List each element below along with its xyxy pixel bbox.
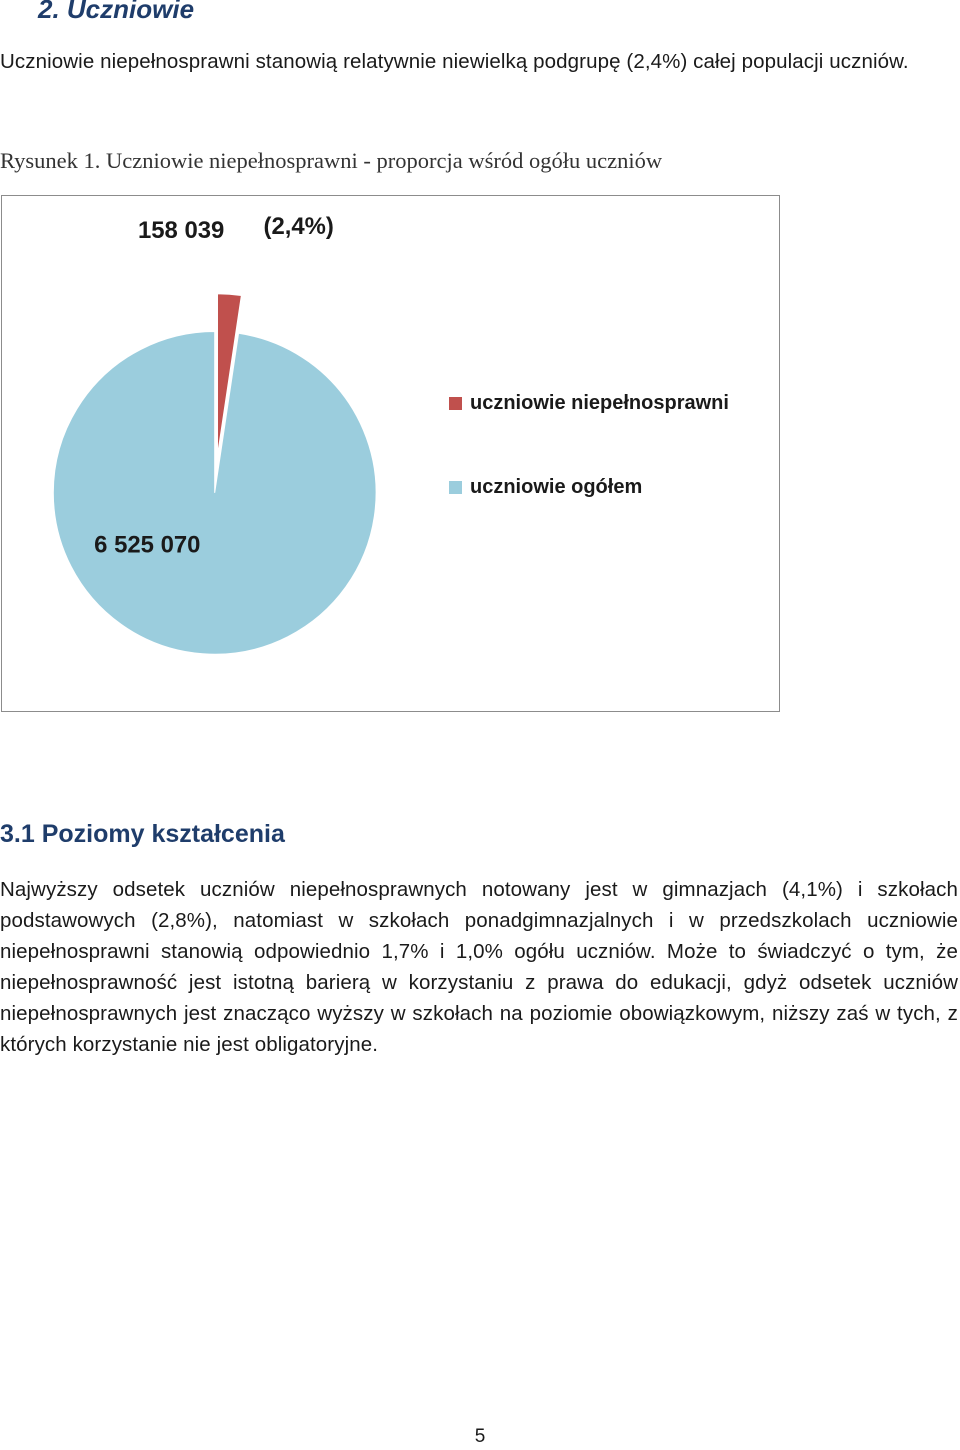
pie-slice-total — [53, 331, 376, 654]
pie-chart — [1, 195, 780, 712]
legend-item-disabled — [449, 392, 729, 415]
slice-label-disabled-value: 158 039 — [137, 216, 225, 244]
subsection-paragraph: Najwyższy odsetek uczniów niepełnosprawnych notowany jest w gimnazjach (4,1%) i szkołach podstawowych (2,8%), natomiast w szkołach ponadgimnazjalnych i w przedszkolach uczniowie niepełnosprawni stanowią odpowiednio 1,7% i 1,0% ogółu uczniów. Może to świadczyć o tym, że niepełnosprawność jest istotną barierą w korzystaniu z prawa do edukacji, gdyż odsetek uczniów niepełnosprawnych jest znacząco wyższy w szkołach na poziomie obowiązkowym, niższy zaś w tych, z których korzystanie nie jest obligatoryjne. — [0, 878, 958, 1056]
slice-label-disabled-percent: (2,4%) — [263, 212, 334, 240]
slice-label-total-value: 6 525 070 — [94, 531, 201, 559]
legend-swatch-disabled — [449, 397, 462, 410]
subsection-heading: 3.1 Poziomy kształcenia — [0, 820, 285, 848]
legend-item-total — [449, 476, 642, 499]
page-number: 5 — [474, 1426, 486, 1447]
pie-chart-svg — [2, 196, 779, 711]
figure-caption: Rysunek 1. Uczniowie niepełnosprawni - proporcja wśród ogółu uczniów — [0, 148, 663, 173]
legend-swatch-total — [449, 481, 462, 494]
section-heading: 2. Uczniowie — [38, 0, 195, 24]
intro-paragraph: Uczniowie niepełnosprawni stanowią relatywnie niewielką podgrupę (2,4%) całej populacji uczniów. — [0, 50, 909, 73]
legend-label-total: uczniowie ogółem — [470, 476, 643, 498]
legend-label-disabled: uczniowie niepełnosprawni — [470, 392, 729, 414]
